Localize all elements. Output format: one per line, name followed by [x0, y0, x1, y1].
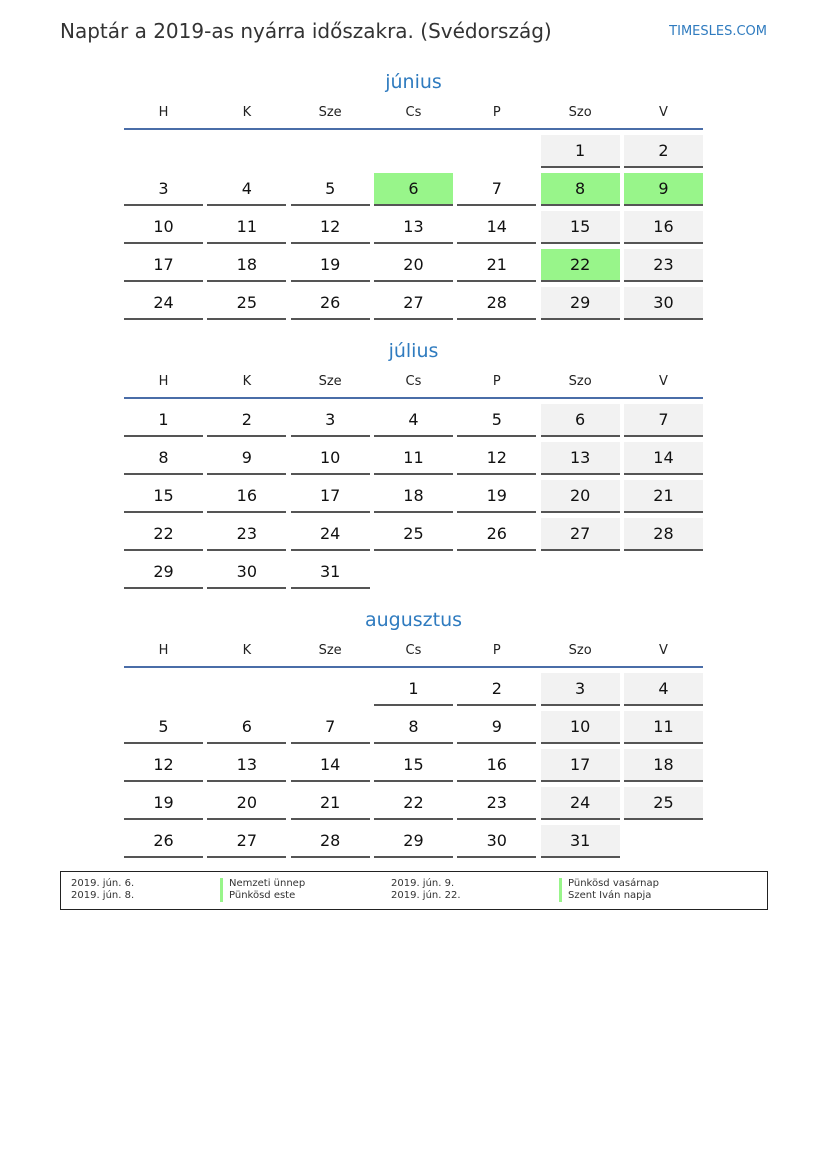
- day-cell: 3: [124, 173, 203, 206]
- day-cell: 3: [291, 404, 370, 437]
- day-cell: 15: [124, 480, 203, 513]
- empty-cell: [124, 135, 203, 168]
- day-cell: 29: [374, 825, 453, 858]
- page-title: Naptár a 2019-as nyárra időszakra. (Svédország): [60, 19, 552, 43]
- day-cell: 11: [207, 211, 286, 244]
- day-cell: 8: [124, 442, 203, 475]
- weekday-label: V: [659, 374, 668, 389]
- day-cell: 21: [457, 249, 536, 282]
- day-cell: 13: [541, 442, 620, 475]
- empty-cell: [457, 135, 536, 168]
- day-cell: 16: [207, 480, 286, 513]
- day-cell: 4: [207, 173, 286, 206]
- weekday-label: H: [158, 374, 169, 389]
- day-cell: 21: [624, 480, 703, 513]
- day-cell: 5: [457, 404, 536, 437]
- legend-holiday-name: Nemzeti ünnep: [220, 878, 305, 890]
- weekday-label: Cs: [405, 374, 422, 389]
- holiday-legend: [60, 871, 768, 910]
- day-cell: 1: [124, 404, 203, 437]
- empty-cell: [374, 135, 453, 168]
- holiday-day-cell: 22: [541, 249, 620, 282]
- day-cell: 9: [207, 442, 286, 475]
- day-cell: 4: [374, 404, 453, 437]
- weekday-label: Sze: [318, 643, 342, 658]
- day-cell: 24: [124, 287, 203, 320]
- day-cell: 14: [291, 749, 370, 782]
- weekday-label: Szo: [568, 643, 592, 658]
- legend-date: 2019. jún. 8.: [71, 890, 135, 901]
- day-cell: 9: [457, 711, 536, 744]
- legend-row: [61, 890, 767, 902]
- day-cell: 25: [374, 518, 453, 551]
- day-cell: 16: [624, 211, 703, 244]
- day-cell: 30: [457, 825, 536, 858]
- weekday-label: P: [492, 105, 501, 120]
- month-title: június: [385, 71, 442, 93]
- weekday-label: V: [659, 643, 668, 658]
- legend-row: [61, 878, 767, 890]
- day-cell: 5: [124, 711, 203, 744]
- legend-holiday-name: Pünkösd este: [220, 890, 295, 902]
- day-grid: [124, 404, 703, 594]
- legend-date: 2019. jún. 22.: [391, 890, 461, 901]
- day-cell: 3: [541, 673, 620, 706]
- day-cell: 16: [457, 749, 536, 782]
- day-cell: 10: [541, 711, 620, 744]
- day-cell: 27: [374, 287, 453, 320]
- weekday-label: P: [492, 643, 501, 658]
- day-cell: 31: [291, 556, 370, 589]
- day-cell: 19: [457, 480, 536, 513]
- day-grid: [124, 673, 703, 863]
- day-cell: 7: [291, 711, 370, 744]
- day-cell: 24: [541, 787, 620, 820]
- day-cell: 5: [291, 173, 370, 206]
- weekday-label: V: [659, 105, 668, 120]
- weekday-label: P: [492, 374, 501, 389]
- day-cell: 18: [624, 749, 703, 782]
- holiday-day-cell: 9: [624, 173, 703, 206]
- empty-cell: [207, 673, 286, 706]
- day-cell: 2: [624, 135, 703, 168]
- weekday-label: Sze: [318, 105, 342, 120]
- day-cell: 13: [207, 749, 286, 782]
- day-cell: 30: [624, 287, 703, 320]
- month-july: [124, 337, 703, 594]
- day-cell: 31: [541, 825, 620, 858]
- empty-cell: [291, 135, 370, 168]
- day-cell: 17: [291, 480, 370, 513]
- day-cell: 6: [207, 711, 286, 744]
- holiday-day-cell: 8: [541, 173, 620, 206]
- day-cell: 20: [374, 249, 453, 282]
- day-cell: 1: [374, 673, 453, 706]
- day-cell: 11: [624, 711, 703, 744]
- day-cell: 27: [207, 825, 286, 858]
- weekday-header: [124, 640, 703, 668]
- day-cell: 14: [624, 442, 703, 475]
- legend-date: 2019. jún. 6.: [71, 878, 135, 889]
- day-cell: 18: [374, 480, 453, 513]
- legend-holiday-name: Pünkösd vasárnap: [559, 878, 659, 890]
- empty-cell: [291, 673, 370, 706]
- day-grid: [124, 135, 703, 325]
- day-cell: 10: [291, 442, 370, 475]
- day-cell: 12: [457, 442, 536, 475]
- day-cell: 28: [457, 287, 536, 320]
- brand-link[interactable]: TIMESLES.COM: [669, 24, 767, 39]
- weekday-label: Cs: [405, 643, 422, 658]
- empty-cell: [207, 135, 286, 168]
- day-cell: 26: [291, 287, 370, 320]
- weekday-header: [124, 102, 703, 130]
- weekday-label: H: [158, 643, 169, 658]
- weekday-label: K: [242, 105, 252, 120]
- day-cell: 7: [624, 404, 703, 437]
- day-cell: 12: [124, 749, 203, 782]
- day-cell: 17: [541, 749, 620, 782]
- day-cell: 26: [457, 518, 536, 551]
- day-cell: 22: [124, 518, 203, 551]
- day-cell: 4: [624, 673, 703, 706]
- holiday-day-cell: 6: [374, 173, 453, 206]
- day-cell: 23: [624, 249, 703, 282]
- day-cell: 19: [124, 787, 203, 820]
- day-cell: 28: [291, 825, 370, 858]
- month-august: [124, 606, 703, 863]
- month-june: [124, 68, 703, 325]
- day-cell: 21: [291, 787, 370, 820]
- day-cell: 24: [291, 518, 370, 551]
- weekday-label: K: [242, 643, 252, 658]
- day-cell: 13: [374, 211, 453, 244]
- day-cell: 25: [624, 787, 703, 820]
- day-cell: 14: [457, 211, 536, 244]
- weekday-label: K: [242, 374, 252, 389]
- day-cell: 6: [541, 404, 620, 437]
- weekday-label: Sze: [318, 374, 342, 389]
- legend-date: 2019. jún. 9.: [391, 878, 455, 889]
- day-cell: 29: [124, 556, 203, 589]
- day-cell: 11: [374, 442, 453, 475]
- day-cell: 22: [374, 787, 453, 820]
- day-cell: 29: [541, 287, 620, 320]
- weekday-label: Szo: [568, 374, 592, 389]
- day-cell: 28: [624, 518, 703, 551]
- day-cell: 19: [291, 249, 370, 282]
- empty-cell: [124, 673, 203, 706]
- month-title: július: [388, 340, 439, 362]
- day-cell: 18: [207, 249, 286, 282]
- day-cell: 2: [207, 404, 286, 437]
- day-cell: 30: [207, 556, 286, 589]
- month-title: augusztus: [364, 609, 463, 631]
- weekday-label: Cs: [405, 105, 422, 120]
- day-cell: 7: [457, 173, 536, 206]
- day-cell: 25: [207, 287, 286, 320]
- day-cell: 20: [207, 787, 286, 820]
- day-cell: 17: [124, 249, 203, 282]
- day-cell: 12: [291, 211, 370, 244]
- day-cell: 8: [374, 711, 453, 744]
- day-cell: 10: [124, 211, 203, 244]
- day-cell: 1: [541, 135, 620, 168]
- day-cell: 23: [457, 787, 536, 820]
- weekday-label: H: [158, 105, 169, 120]
- weekday-header: [124, 371, 703, 399]
- weekday-label: Szo: [568, 105, 592, 120]
- day-cell: 15: [541, 211, 620, 244]
- day-cell: 26: [124, 825, 203, 858]
- day-cell: 15: [374, 749, 453, 782]
- day-cell: 23: [207, 518, 286, 551]
- day-cell: 27: [541, 518, 620, 551]
- day-cell: 20: [541, 480, 620, 513]
- day-cell: 2: [457, 673, 536, 706]
- legend-holiday-name: Szent Iván napja: [559, 890, 651, 902]
